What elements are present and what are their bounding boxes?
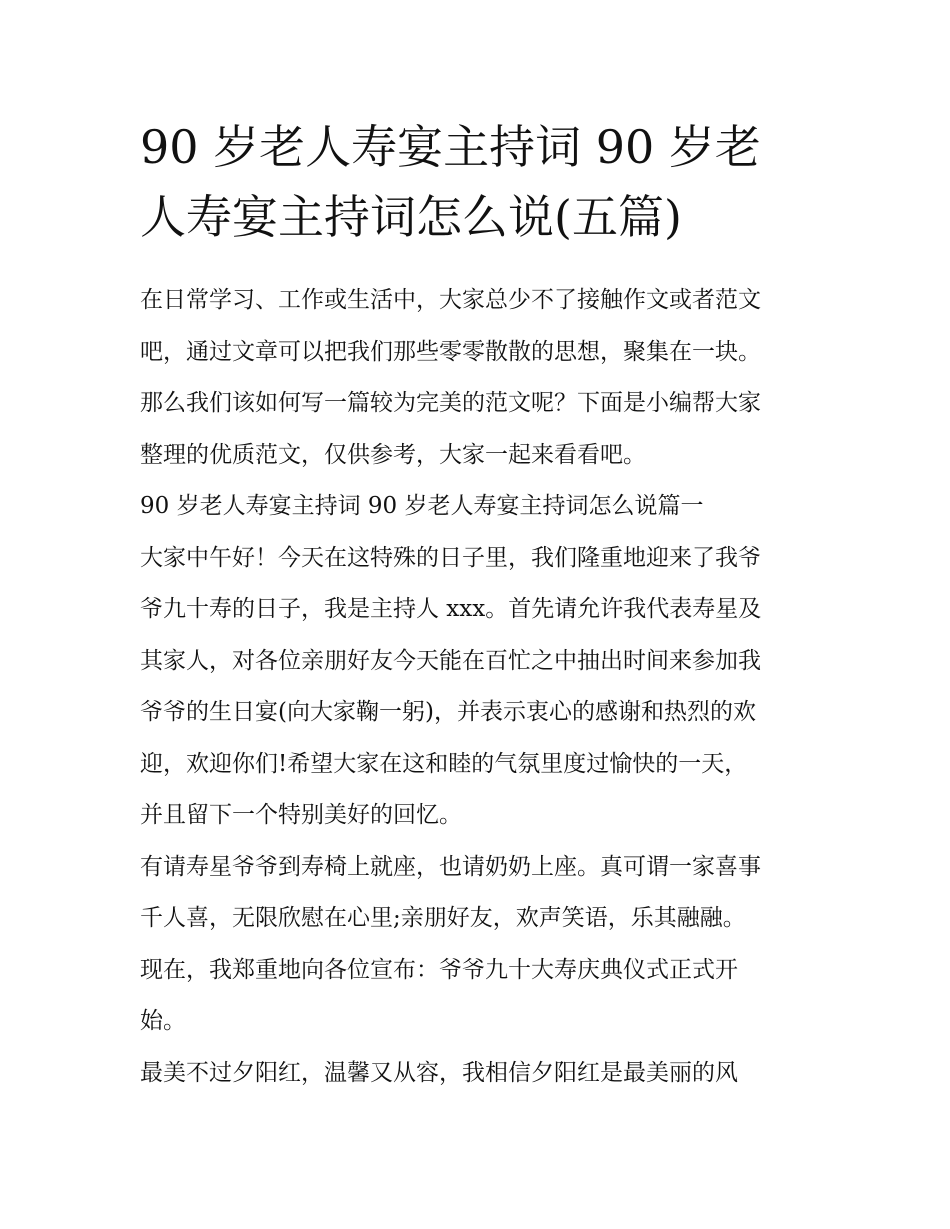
body-line: 其家人，对各位亲朋好友今天能在百忙之中抽出时间来参加我 (140, 647, 761, 674)
body-line: 爷爷的生日宴(向大家鞠一躬)，并表示衷心的感谢和热烈的欢 (140, 699, 756, 725)
body-line: 在日常学习、工作或生活中，大家总少不了接触作文或者范文 (140, 287, 761, 313)
body-line: 现在，我郑重地向各位宣布：爷爷九十大寿庆典仪式正式开 (140, 956, 738, 983)
body-line: 始。 (140, 1008, 186, 1034)
body-line: 迎，欢迎你们!希望大家在这和睦的气氛里度过愉快的一天， (140, 750, 748, 777)
body-line: 整理的优质范文，仅供参考，大家一起来看看吧。 (140, 441, 646, 468)
body-line: 最美不过夕阳红，温馨又从容，我相信夕阳红是最美丽的风 (140, 1059, 738, 1086)
body-line: 千人喜，无限欣慰在心里;亲朋好友，欢声笑语，乐其融融。 (140, 905, 746, 931)
title-line-1: 90 岁老人寿宴主持词 90 岁老 (140, 120, 761, 174)
document-title (140, 112, 830, 252)
body-line: 有请寿星爷爷到寿椅上就座，也请奶奶上座。真可谓一家喜事 (140, 853, 761, 880)
document-body (140, 275, 820, 1099)
body-line: 大家中午好！今天在这特殊的日子里，我们隆重地迎来了我爷 (140, 544, 761, 571)
body-line: 吧，通过文章可以把我们那些零零散散的思想，聚集在一块。 (140, 338, 761, 365)
body-line: 那么我们该如何写一篇较为完美的范文呢？下面是小编帮大家 (140, 390, 761, 416)
body-line: 并且留下一个特别美好的回忆。 (140, 802, 462, 828)
section-heading-line: 90 岁老人寿宴主持词 90 岁老人寿宴主持词怎么说篇一 (140, 493, 704, 519)
body-line: 爷九十寿的日子，我是主持人 xxx。首先请允许我代表寿星及 (140, 596, 762, 622)
title-line-2: 人寿宴主持词怎么说(五篇) (140, 190, 682, 244)
